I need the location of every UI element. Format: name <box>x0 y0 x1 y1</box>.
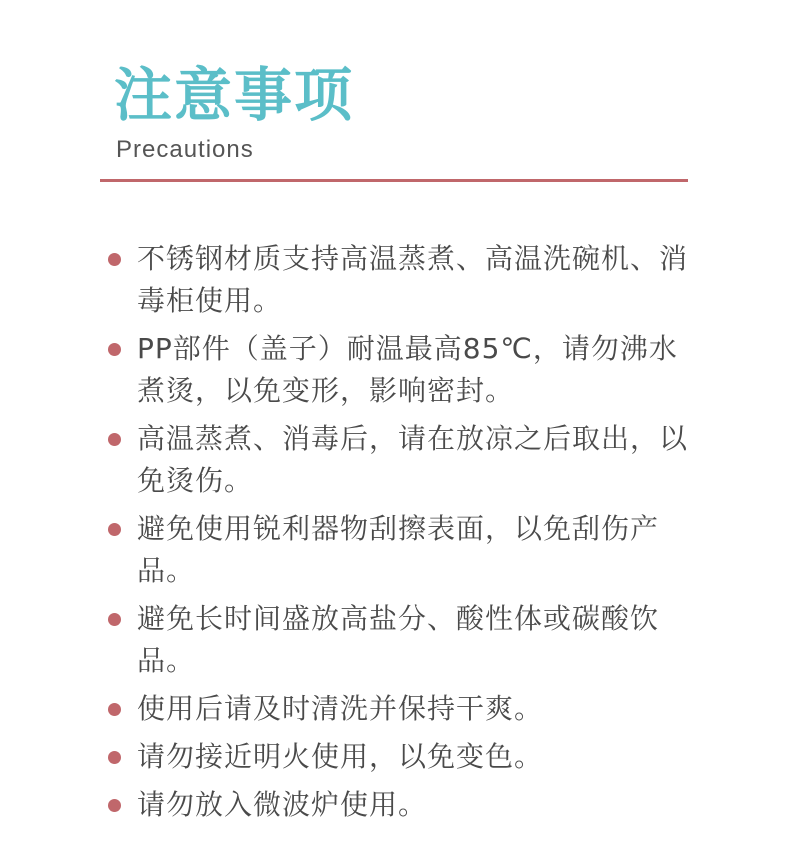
bullet-dot-icon <box>108 703 121 716</box>
list-item-text: 使用后请及时清洗并保持干爽。 <box>137 692 544 725</box>
bullet-dot-icon <box>108 613 121 626</box>
list-item <box>100 328 700 412</box>
list-item-text: PP部件（盖子）耐温最高85℃，请勿沸水煮烫，以免变形，影响密封。 <box>137 332 678 407</box>
page-title: 注意事项 <box>114 61 355 129</box>
list-item-text: 避免使用锐利器物刮擦表面，以免刮伤产品。 <box>137 512 660 587</box>
list-item <box>100 688 700 730</box>
title-divider <box>100 179 688 182</box>
list-item <box>100 418 700 502</box>
bullet-dot-icon <box>108 253 121 266</box>
list-item-text: 避免长时间盛放高盐分、酸性体或碳酸饮品。 <box>137 602 660 677</box>
list-item-text: 不锈钢材质支持高温蒸煮、高温洗碗机、消毒柜使用。 <box>137 242 689 317</box>
precautions-list <box>100 238 700 832</box>
list-item <box>100 784 700 826</box>
list-item-text: 请勿接近明火使用，以免变色。 <box>137 740 544 773</box>
bullet-dot-icon <box>108 433 121 446</box>
list-item <box>100 736 700 778</box>
bullet-dot-icon <box>108 751 121 764</box>
bullet-dot-icon <box>108 799 121 812</box>
page-subtitle: Precautions <box>116 136 254 163</box>
bullet-dot-icon <box>108 343 121 356</box>
list-item <box>100 598 700 682</box>
list-item-text: 高温蒸煮、消毒后，请在放凉之后取出，以免烫伤。 <box>137 422 689 497</box>
list-item <box>100 238 700 322</box>
list-item-text: 请勿放入微波炉使用。 <box>137 788 428 821</box>
bullet-dot-icon <box>108 523 121 536</box>
list-item <box>100 508 700 592</box>
